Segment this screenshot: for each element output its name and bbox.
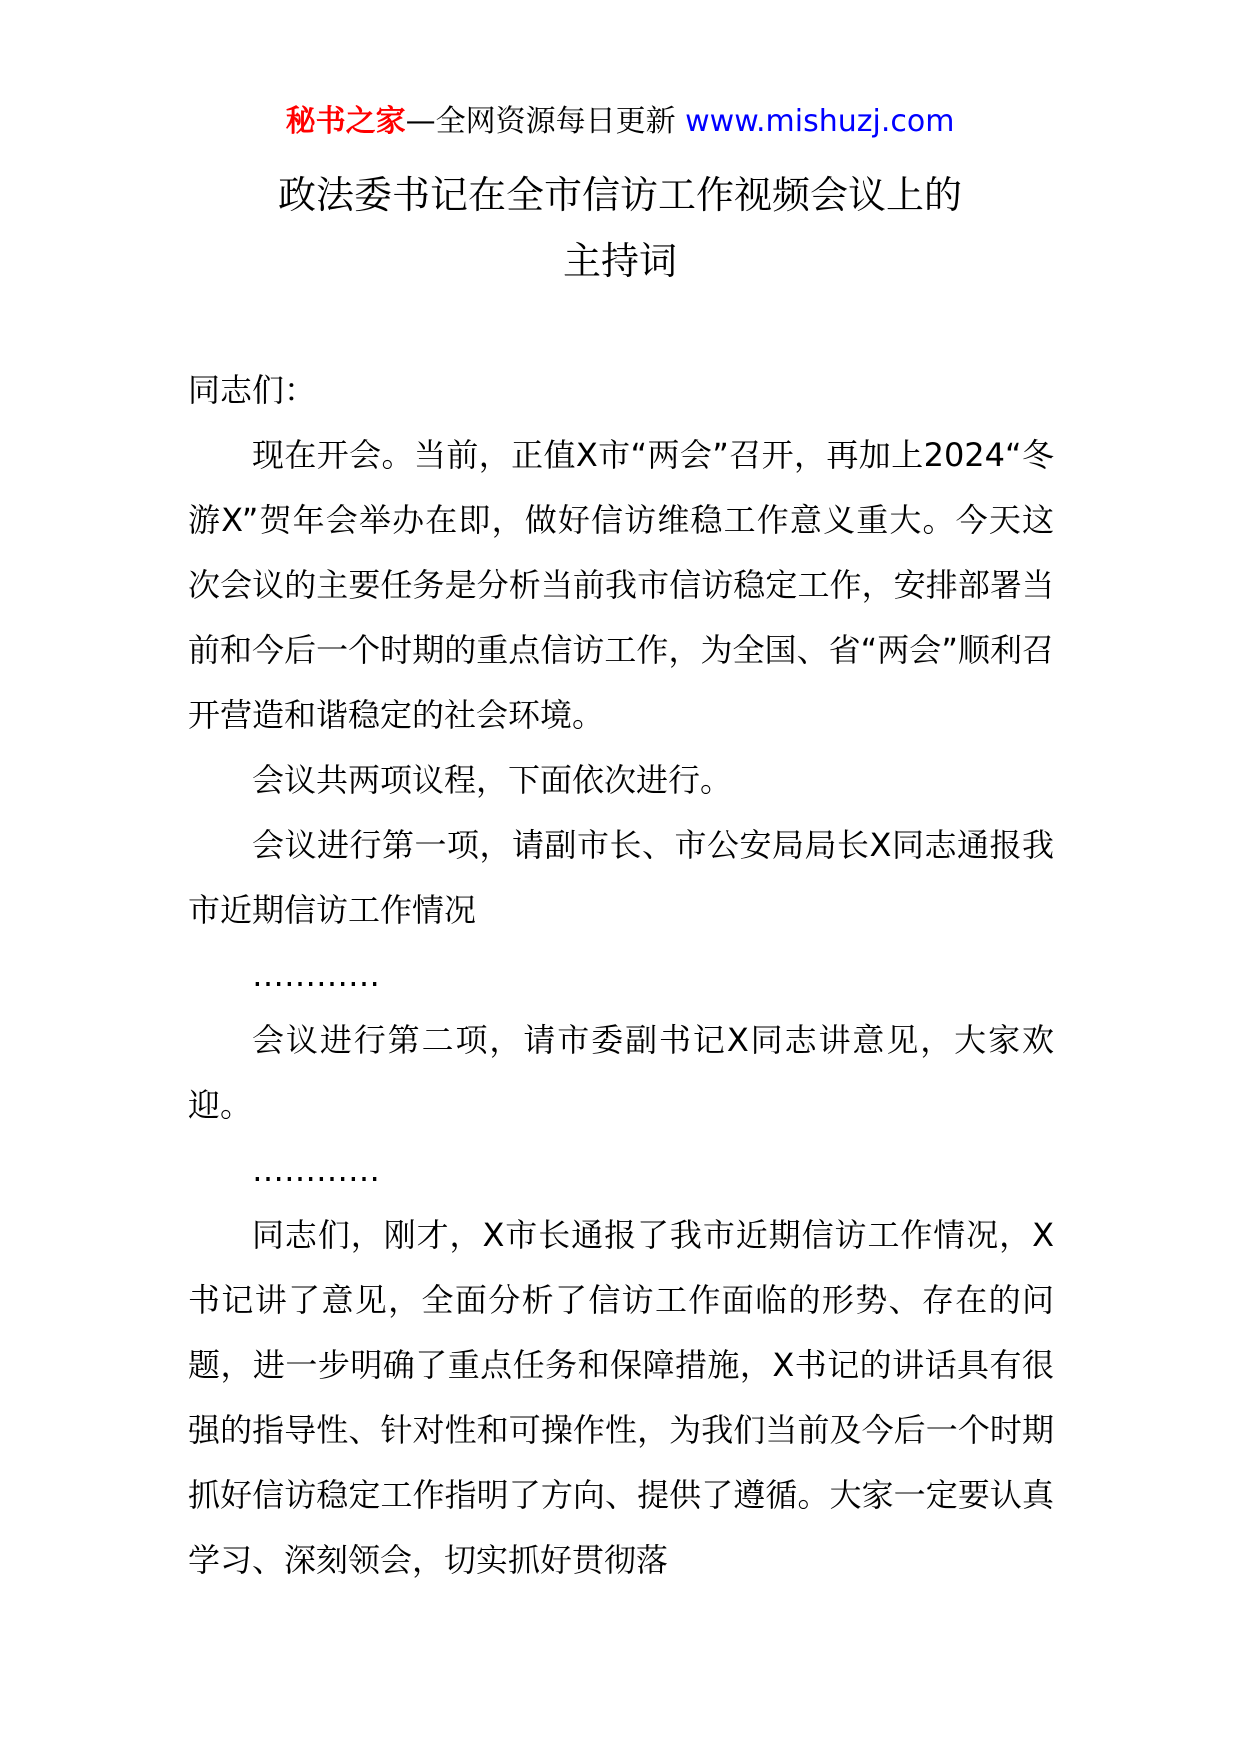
title-line-1: 政法委书记在全市信访工作视频会议上的 bbox=[277, 173, 962, 217]
ellipsis-separator: ………… bbox=[252, 956, 380, 994]
paragraph-opening: 现在开会。当前，正值X市“两会”召开，再加上2024“冬游X”贺年会举办在即，做好信访维稳工作意义重大。今天这次会议的主要任务是分析当前我市信访稳定工作，安排部署当前和今后一个时期的重点信访工作，为全国、省“两会”顺利召开营造和谐稳定的社会环境。 bbox=[188, 436, 1054, 734]
paragraph-agenda: 会议共两项议程，下面依次进行。 bbox=[252, 761, 733, 799]
paragraph-summary: 同志们，刚才，X市长通报了我市近期信访工作情况，X书记讲了意见，全面分析了信访工作面临的形势、存在的问题，进一步明确了重点任务和保障措施，X书记的讲话具有很强的指导性、针对性和可操作性，为我们当前及今后一个时期抓好信访稳定工作指明了方向、提供了遵循。大家一定要认真学习、深刻领会，切实抓好贯彻落 bbox=[188, 1216, 1054, 1579]
salutation: 同志们： bbox=[188, 371, 317, 409]
title-line-2: 主持词 bbox=[562, 239, 677, 283]
paragraph-item-one: 会议进行第一项，请副市长、市公安局局长X同志通报我市近期信访工作情况 bbox=[188, 826, 1054, 929]
document-title bbox=[0, 162, 1240, 294]
header-slogan: —全网资源每日更新 bbox=[405, 104, 686, 139]
site-header bbox=[0, 100, 1240, 144]
paragraph-item-two: 会议进行第二项，请市委副书记X同志讲意见，大家欢迎。 bbox=[188, 1021, 1054, 1124]
site-url-link[interactable]: www.mishuzj.com bbox=[685, 104, 955, 139]
document-body bbox=[188, 358, 1054, 1593]
brand-name: 秘书之家 bbox=[285, 104, 406, 139]
ellipsis-separator: ………… bbox=[252, 1151, 380, 1189]
